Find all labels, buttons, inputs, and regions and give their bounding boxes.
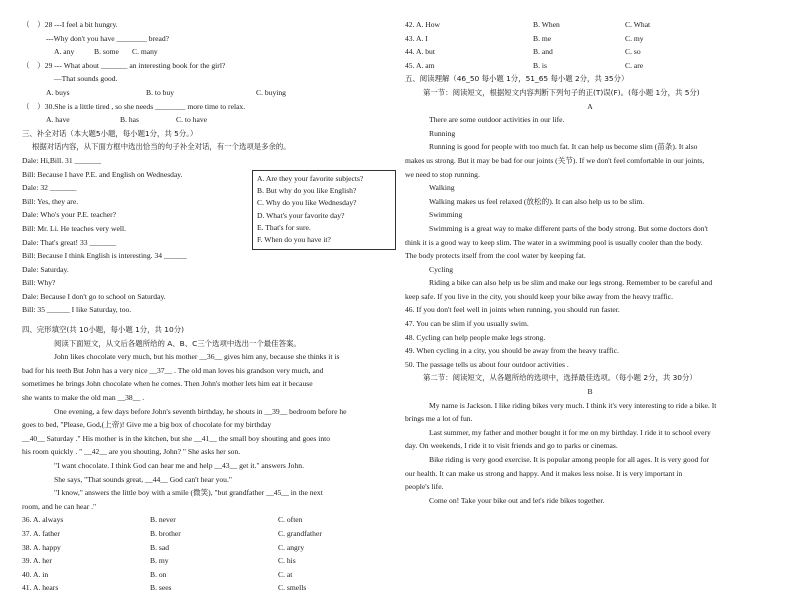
passage-line: we need to stop running.: [405, 169, 480, 179]
tf-question: 46. If you don't feel well in joints when running, you should run faster.: [405, 305, 620, 315]
option-b: B. to buy: [146, 87, 175, 97]
option-a: 37. A. father: [22, 528, 60, 538]
dialogue-line: Bill: 35 ______ I like Saturday, too.: [22, 305, 132, 315]
passage-b-label: B: [587, 387, 593, 397]
passage-a-label: A: [587, 101, 593, 111]
passage-line: Come on! Take your bike out and let's ride bikes together.: [429, 495, 605, 505]
option-b: B. sees: [150, 583, 172, 593]
cloze-line: __40__ Saturday ." His mother is in the kitchen, but she __41__ the small boy shouting and goes into: [22, 433, 331, 443]
tf-question: 47. You can be slim if you usually swim.: [405, 319, 529, 329]
cloze-option-row: [405, 32, 775, 46]
left-column: [22, 18, 394, 595]
cloze-option-row: [22, 541, 394, 555]
dialogue-line: Bill: Yes, they are.: [22, 196, 79, 206]
passage-line: keep safe. If you live in the city, you should keep your bike away from the heavy traffic.: [405, 291, 674, 301]
option-a: A. buys: [46, 87, 70, 97]
option-b: B. has: [120, 115, 139, 125]
option-a: A. any: [54, 47, 75, 57]
dialogue-line: Bill: Because I think English is interesting. 34 ______: [22, 251, 187, 261]
box-option: A. Are they your favorite subjects?: [257, 174, 364, 183]
passage-line: Running is good for people with too much fat. It can help us become slim (苗条). It also: [429, 142, 698, 152]
option-b: B. on: [150, 569, 167, 579]
passage-a: [405, 113, 775, 303]
section-3-title: 三、补全对话（本大题5小题，每小题1分，共 5分。）: [22, 128, 198, 138]
question-29: （ ）29 --- What about _______ an interesting book for the girl?: [22, 60, 226, 70]
passage-heading: Walking: [429, 183, 455, 193]
dialogue-line: Bill: Because I have P.E. and English on Wednesday.: [22, 169, 183, 179]
dialogue-line: Dale: Who's your P.E. teacher?: [22, 210, 117, 220]
cloze-option-row: [405, 18, 775, 32]
passage-line: My name is Jackson. I like riding bikes very much. I think it's very interesting to ride a bike. It: [429, 400, 717, 410]
question-28: （ ）28 ---I feel a bit hungry.: [22, 20, 118, 29]
option-c: C. smells: [278, 583, 307, 593]
option-c: C. angry: [278, 542, 305, 552]
cloze-option-row: [22, 581, 394, 595]
passage-line: Bike riding is very good exercise. It is popular among people for all ages. It is very good for: [429, 455, 710, 464]
cloze-line: bad for his teeth But John has a very nice __37__ . The old man loves his grandson very much, and: [22, 365, 324, 375]
option-a: 42. A. How: [405, 20, 441, 29]
option-c: C. buying: [256, 87, 286, 97]
option-c: C. to have: [176, 115, 208, 125]
option-a: 45. A. am: [405, 60, 435, 70]
right-column: [405, 18, 775, 507]
option-b: B. and: [533, 47, 553, 57]
cloze-option-row: [22, 568, 394, 582]
option-c: C. my: [625, 33, 644, 43]
cloze-line: room, and he can hear .": [22, 501, 97, 511]
cloze-option-row: [22, 513, 394, 527]
part-2-instructions: 第二节：阅读短文，从各题所给的选项中，选择最佳选项。（每小题 2分，共 30分）: [423, 373, 697, 383]
dialogue-line: Dale: 32 _______: [22, 183, 77, 193]
option-b: B. some: [94, 47, 119, 57]
option-c: C. his: [278, 556, 296, 566]
option-b: B. my: [150, 556, 169, 566]
tf-question: 49. When cycling in a city, you should be away from the heavy traffic.: [405, 346, 619, 356]
dialogue-line: Dale: Hi,Bill. 31 _______: [22, 155, 102, 165]
section-4-title: 四、完形填空(共 10小题，每小题 1分，共 10分): [22, 325, 184, 335]
cloze-line: she wants to make the old man __38__ .: [22, 393, 145, 403]
box-option: D. What's your favorite day?: [257, 210, 345, 220]
question-28-options: [22, 45, 394, 59]
passage-line: our health. It can make us strong and happy. And it makes less noise. It is very important in: [405, 468, 683, 478]
option-b: B. brother: [150, 528, 181, 538]
passage-line: Riding a bike can also help us be slim and make our legs strong. Remember to be careful and: [429, 278, 713, 288]
option-c: C. often: [278, 515, 303, 525]
cloze-line: John likes chocolate very much, but his mother __36__ gives him any, because she thinks it is: [54, 352, 340, 362]
option-a: 43. A. I: [405, 33, 428, 43]
options-box: [252, 170, 396, 250]
question-30: （ ）30.She is a little tired , so she needs ________ more time to relax.: [22, 101, 246, 111]
passage-heading: Swimming: [429, 210, 463, 220]
question-28-reply: ---Why don't you have ________ bread?: [46, 33, 170, 43]
option-a: 36. A. always: [22, 515, 64, 525]
passage-line: people's life.: [405, 482, 444, 492]
tf-question: 48. Cycling can help people make legs strong.: [405, 332, 546, 342]
passage-line: day. On weekends, I ride it to visit friends and go to parks or cinemas.: [405, 441, 618, 451]
option-b: B. me: [533, 33, 552, 43]
question-30-options: [22, 113, 394, 127]
option-c: C. so: [625, 47, 641, 57]
cloze-option-row: [405, 59, 775, 73]
section-5-title: 五、阅读理解（46_50 每小题 1分，51_65 每小题 2分，共 35分）: [405, 74, 629, 84]
cloze-option-row: [405, 45, 775, 59]
box-option: C. Why do you like Wednesday?: [257, 198, 357, 208]
passage-line: The body protects itself from the cool water by keeping fat.: [405, 251, 586, 261]
cloze-line: She says, "That sounds great, __44__ God can't hear you.": [54, 474, 232, 484]
option-c: C. grandfather: [278, 528, 322, 538]
option-c: C. What: [625, 20, 651, 29]
option-a: 44. A. but: [405, 47, 435, 57]
section-4-instructions: 阅读下面短文，从文后各题所给的 A、B、C三个选项中选出一个最佳答案。: [54, 338, 301, 348]
option-b: B. When: [533, 20, 560, 29]
option-a: 40. A. in: [22, 569, 49, 579]
dialogue-line: Dale: Saturday.: [22, 264, 69, 274]
cloze-option-row: [22, 527, 394, 541]
passage-line: Swimming is a great way to make different parts of the body strong. But some doctors don't: [429, 223, 708, 233]
tf-question: 50. The passage tells us about four outdoor activities .: [405, 359, 569, 369]
passage-line: makes us strong. But it may be bad for our joints (关节). If we don't feel comfortable in our joints,: [405, 155, 705, 165]
option-b: B. sad: [150, 542, 169, 552]
passage-line: Last summer, my father and mother bought it for me on my birthday. I ride it to school every: [429, 427, 711, 437]
passage-heading: Cycling: [429, 264, 454, 274]
question-29-options: [22, 86, 394, 100]
option-a: 39. A. her: [22, 556, 52, 566]
option-a: 41. A. hears: [22, 583, 59, 593]
option-c: C. at: [278, 569, 293, 579]
cloze-line: One evening, a few days before John's seventh birthday, he shouts in __39__ bedroom before he: [54, 406, 347, 416]
cloze-options: [22, 513, 394, 595]
dialogue-line: Dale: That's great! 33 _______: [22, 237, 117, 247]
passage-line: There are some outdoor activities in our life.: [429, 115, 565, 125]
cloze-passage: [22, 350, 394, 513]
passage-line: think it is a good way to keep slim. The water in a swimming pool is usually cooler than the body.: [405, 237, 703, 247]
box-option: B. But why do you like English?: [257, 186, 357, 196]
section-3-instructions: 根据对话内容，从下面方框中选出恰当的句子补全对话，有一个选项是多余的。: [32, 142, 291, 152]
cloze-line: goes to bed, "Please, God,(上帝)! Give me a big box of chocolate for my birthday: [22, 420, 272, 430]
passage-b: [405, 399, 775, 508]
option-a: A. have: [46, 115, 70, 125]
option-c: C. many: [132, 47, 158, 57]
passage-line: brings me a lot of fun.: [405, 414, 473, 424]
part-1-instructions: 第一节：阅读短文，根据短文内容判断下列句子的正(T)误(F)。(每小题 1分，共 5分): [423, 87, 700, 97]
cloze-line: sometimes he brings John chocolate when he comes. Then John's mother lets him eat it because: [22, 379, 313, 389]
cloze-options-continued: [405, 18, 775, 72]
question-29-reply: —That sounds good.: [54, 74, 118, 84]
dialogue-line: Dale: Because I don't go to school on Saturday.: [22, 291, 166, 301]
box-option: F. When do you have it?: [257, 234, 331, 244]
option-a: 38. A. happy: [22, 542, 61, 552]
passage-line: Walking makes us feel relaxed (放松的). It can also help us to be slim.: [429, 196, 645, 206]
cloze-line: "I know," answers the little boy with a smile (微笑), "but grandfather __45__ in the next: [54, 488, 323, 498]
dialogue-line: Bill: Why?: [22, 278, 56, 288]
cloze-option-row: [22, 554, 394, 568]
box-option: E. That's for sure.: [257, 222, 311, 232]
option-c: C. are: [625, 60, 644, 70]
cloze-line: "I want chocolate. I think God can hear me and help __43__ get it." answers John.: [54, 461, 304, 470]
dialogue-line: Bill: Mr. Li. He teaches very well.: [22, 223, 126, 233]
true-false-questions: [405, 303, 775, 371]
option-b: B. never: [150, 515, 176, 525]
passage-heading: Running: [429, 128, 456, 138]
option-b: B. is: [533, 60, 547, 70]
cloze-line: his room quickly . " __42__ are you shouting, John? " She asks her son.: [22, 447, 241, 457]
